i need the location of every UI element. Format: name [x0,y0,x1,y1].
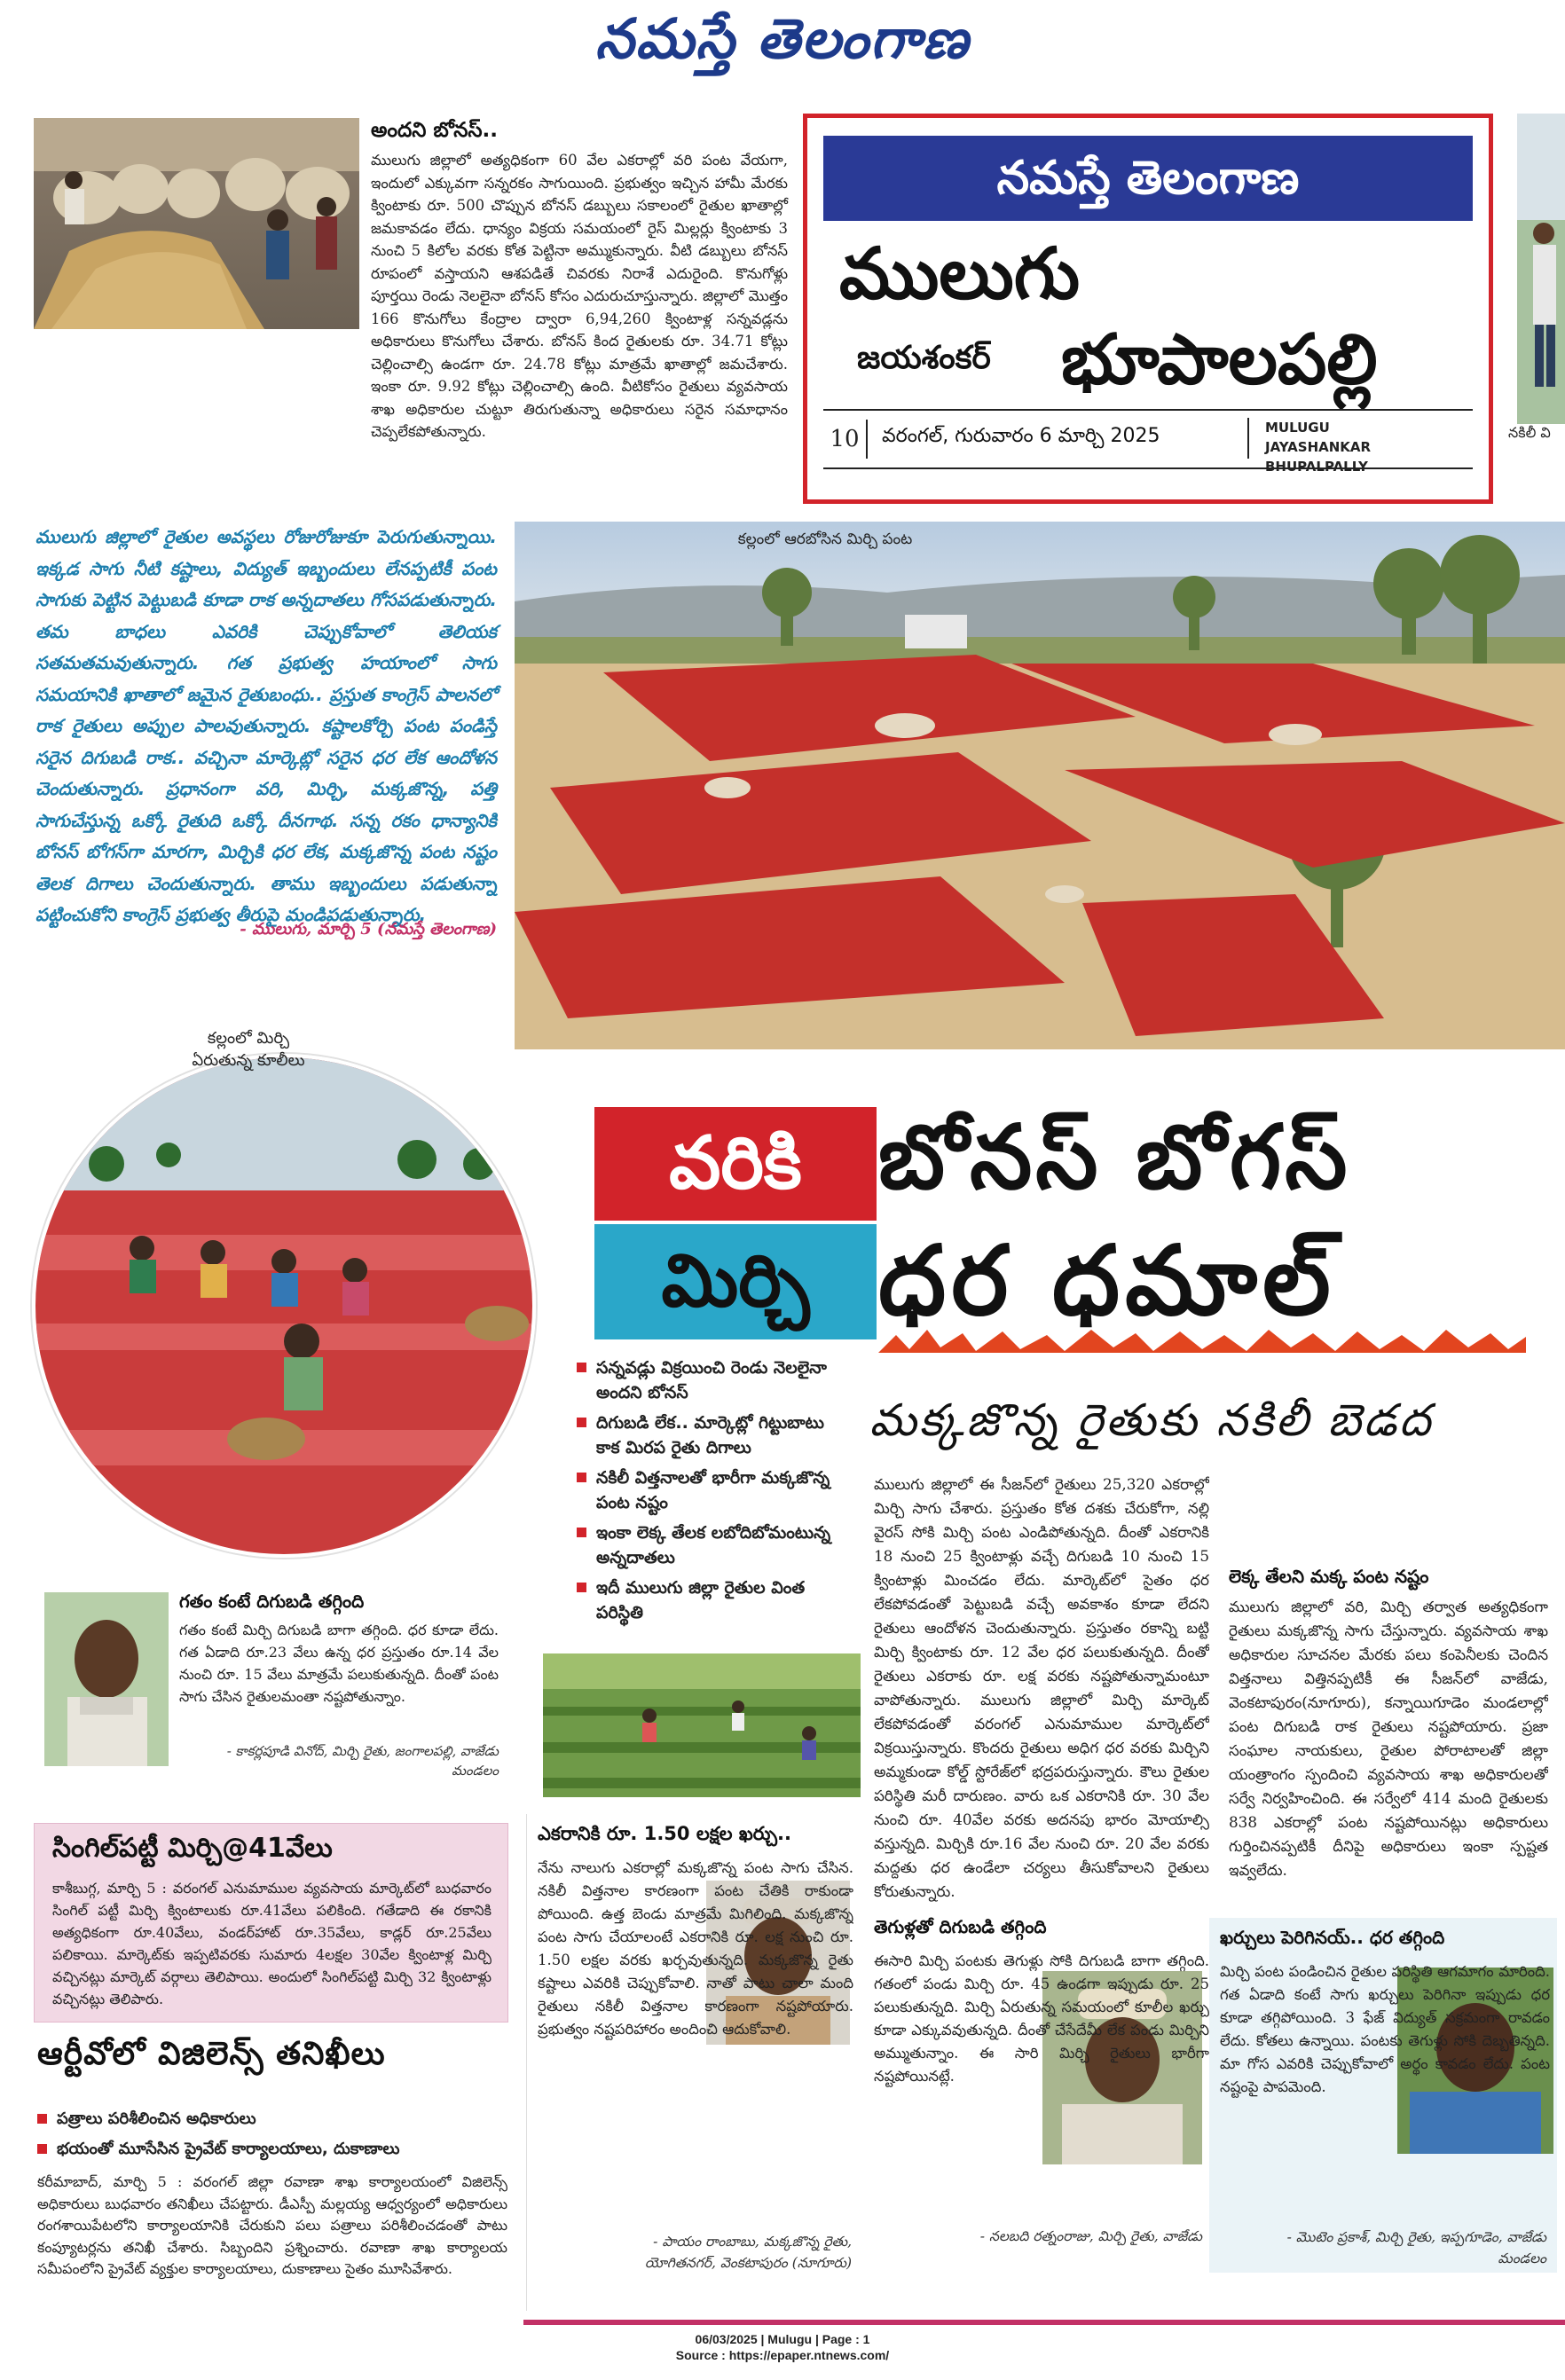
mirchi-body-2: ములుగు జిల్లాలో వరి, మిర్చి తర్వాత అత్యధికంగా రైతులు మక్కజొన్న సాగు చేస్తున్నారు. వ్యవసాయ శాఖ అధికారుల సూచనల మేరకు పలు కంపెనీలకు చెందిన విత్తనాలు విత్తినప్పటికీ ఈ సీజన్‌లో వాజేడు, వెంకటాపురం(నూగూరు), కన్నాయిగూడెం మండలాల్లో పంట దిగుబడి రాక రైతులు నష్టపోయారు. ప్రజా సంఘాల నాయకులు, రైతుల పోరాటాలతో జిల్లా యంత్రాంగం స్పందించి వ్యవసాయ శాఖ అధికారులతో సర్వే నిర్వహించింది. ఈ సర్వేలో 414 మంది రైతులకు 838 ఎకరాల్లో పంట నష్టపోయినట్లు అధికారులు గుర్తించినప్పటికీ దీనిపై అధికారులు ఇంకా స్పష్టత ఇవ్వలేదు. [1229,1598,1548,1879]
highlight-item: ఇంకా లెక్క తేలక లబోదిబోమంటున్న అన్నదాతలు [577,1520,852,1570]
side-caption: నకిలీ వి [1508,424,1551,441]
district-line-1: ములుగు [839,232,1081,315]
single-patti-heading: సింగిల్‌పట్టీ మిర్చి@41వేలు [52,1833,333,1864]
rto-bullet: భయంతో మూసేసిన ప్రైవేట్ కార్యాలయాలు, దుకాణాలు [37,2137,507,2162]
footer-rule [523,2320,1565,2325]
headline-tag-2-text: మిర్చి [661,1239,810,1324]
yield-drop-body: ఈసారి మిర్చి పంటకు తెగుళ్లు సోకి దిగుబడి బాగా తగ్గింది. గతంలో పండు మిర్చి రూ. 45 ఉండగా ఇప్పుడు రూ. 25 పలుకుతున్నది. మిర్చి ఏరుతున్న సమయంలో కూలీల ఖర్చు కూడా ఎక్కువవుతున్నది. దీంతో చేసేదేమీ లేక పండు మిర్చిని అమ్ముతున్నాం. ఈ సారి మిర్చి రైతులు భారీగా నష్టపోయినట్లే. [874,1952,1209,2085]
intro-body: ములుగు జిల్లాలో రైతుల అవస్థలు రోజురోజుకూ పెరుగుతున్నాయి. ఇక్కడ సాగు నీటి కష్టాలు, విద్యుత్ ఇబ్బందులు లేనప్పటికీ పంట సాగుకు పెట్టిన పెట్టుబడి కూడా రాక అన్నదాతలు గోసపడుతున్నారు. తమ బాధలు ఎవరికి చెప్పుకోవాలో తెలియక సతమతమవుతున్నారు. గత ప్రభుత్వ హయాంలో సాగు సమయానికి ఖాతాలో జమైన రైతుబంధు.. ప్రస్తుత కాంగ్రెస్ పాలనలో రాక రైతులు అప్పుల పాలవుతున్నారు. కష్టాలకోర్చి పంట పండిస్తే సరైన దిగుబడి రాక.. వచ్చినా మార్కెట్లో సరైన ధర లేక ఆందోళన చెందుతున్నారు. ప్రధానంగా వరి, మిర్చి, మక్కజొన్న, పత్తి సాగుచేస్తున్న ఒక్కో రైతుది ఒక్కో దీనగాథ. సన్న రకం ధాన్యానికి బోనస్ బోగస్‌గా మారగా, మిర్చికి ధర లేక, మక్కజొన్న పంట నష్టం తెలక దిగాలు చెందుతున్నారు. తాము ఇబ్బందులు పడుతున్నా పట్టించుకోని కాంగ్రెస్ ప్రభుత్వ తీరుపై మండిపడుతున్నారు. [35,526,497,925]
masthead-title: నమస్తే తెలంగాణ [594,6,971,71]
acre-cost-byline: - పాయం రాంబాబు, మక్కజొన్న రైతు, యోగితనగర్, వెంకటాపురం (నూగూరు) [644,2234,852,2271]
footer-line-1: 06/03/2025 | Mulugu | Page : 1 [695,2332,870,2346]
single-patti-box [34,1823,508,2023]
rto-bullet: పత్రాలు పరిశీలించిన అధికారులు [37,2107,507,2132]
vinod-box [35,1582,506,1795]
acre-cost-box [526,1814,860,2311]
vinod-heading: గతం కంటే దిగుబడి తగ్గింది [179,1591,365,1612]
acre-cost-body: నేను నాలుగు ఎకరాల్లో మక్కజొన్న పంట సాగు చేసిన. నకిలీ విత్తనాల కారణంగా పంట చేతికి రాకుండా పోయింది. ఉత్త బెండు మాత్రమే మిగిలింది. మక్కజొన్న పంట సాగు చేయాలంటే ఎకరానికి రూ. లక్ష నుంచి రూ. 1.50 లక్షల వరకు ఖర్చవుతున్నది. మక్కజొన్న రైతు కష్టాలు ఎవరికి చెప్పుకోవాలి. నాతో పాటు చాలా మంది రైతులు నకిలీ విత్తనాల కారణంగా నష్టపోయారు. ప్రభుత్వం నష్టపరిహారం అందించి ఆదుకోవాలి. [538,1859,853,2038]
vinod-photo [44,1592,169,1766]
highlight-item: ఇదీ ములుగు జిల్లా రైతుల వింత పరిస్థితి [577,1575,852,1625]
dateline: వరంగల్, గురువారం 6 మార్చి 2025 [882,425,1160,447]
edition-info-bar [823,409,1473,475]
highlight-item: సన్నవడ్లు విక్రయించి రెండు నెలలైనా అందని బోనస్ [577,1355,852,1405]
footer-line-2: Source : https://epaper.ntnews.com/ [675,2348,890,2362]
district-line-2-main: భూపాలపల్లి [1061,320,1378,400]
paddy-photo [34,118,359,329]
intro-byline: - ములుగు, మార్చి 5 (నమస్తే తెలంగాణ) [240,920,497,939]
chilli-field-photo [515,522,1565,1049]
page-number: 10 [823,420,868,459]
bonus-heading: అందని బోనస్.. [371,119,499,142]
yield-drop-heading: తెగుళ్లతో దిగుబడి తగ్గింది [874,1916,1047,1937]
subhead: మక్కజొన్న రైతుకు నకిలీ బెడద [869,1394,1434,1446]
mirchi-subheading: లెక్క తేలని మక్క పంట నష్టం [1229,1566,1429,1587]
footer [0,2331,1565,2363]
district-line-2-prefix: జయశంకర్ [857,340,991,376]
circle-caption-line2: ఏరుతున్న కూలీలు [192,1051,305,1070]
headline-tag-1-text: వరికి [669,1121,802,1206]
acre-cost-heading: ఎకరానికి రూ. 1.50 లక్షల ఖర్చు.. [538,1823,792,1844]
vinod-body: గతం కంటే మిర్చి దిగుబడి బాగా తగ్గింది. ధర కూడా లేదు. గత ఏడాది రూ.23 వేలు ఉన్న ధర ప్రస్తుతం రూ.14 వేల నుంచి రూ. 15 వేలు మాత్రమే పలుకుతున్నది. దీంతో పంట సాగు చేసిన రైతులమంతా నష్టపోతున్నాం. [179,1622,499,1705]
edition-box [803,114,1493,504]
headline-main-1: బోనస్ బోగస్ [878,1105,1351,1209]
headline-main-2: ధర ధమాల్ [878,1226,1336,1337]
edition-brand: నమస్తే తెలంగాణ [996,152,1300,205]
side-photo [1517,114,1565,424]
yield-drop-box [874,1916,1209,2271]
english-name-1: MULUGU [1265,420,1330,436]
costs-rise-box [1209,1918,1557,2273]
costs-rise-body: మిర్చి పంట పండించిన రైతుల పరిస్థితి ఆగమాగం మారింది. గత ఏడాది కంటే సాగు ఖర్చులు పెరిగినా ఇప్పుడు ధర కూడా తగ్గిపోయింది. 3 ఫేజ్ విద్యుత్ సక్రమంగా రావడం లేదు. కోతలు ఉన్నాయి. పంటకు తెగుళ్లు సోకి దెబ్బతిన్నది. మా గోస ఎవరికి చెప్పుకోవాలో అర్థం కావడం లేదు. పంట నష్టంపై పాపమెంది. [1220,1963,1550,2095]
masthead [0,0,1565,89]
circle-caption [142,1029,355,1073]
rto-body: కరీమాబాద్, మార్చి 5 : వరంగల్ జిల్లా రవాణా శాఖ కార్యాలయంలో విజిలెన్స్ అధికారులు బుధవారం తనిఖీలు చేపట్టారు. డీఎస్పీ మల్లయ్య ఆధ్వర్యంలో అధికారులు రంగశాయిపేటలోని కార్యాలయానికి చేరుకుని పలు పత్రాలు పరిశీలించడంతో పాటు కంప్యూటర్లను తనిఖీ చేశారు. సిబ్బందిని ప్రశ్నించారు. రవాణా శాఖ కార్యాలయ సమీపంలోని ప్రైవేట్ వ్యక్తుల కార్యాలయాలు, దుకాణాలు సైతం మూసివేశారు. [37,2173,507,2277]
english-name-2: JAYASHANKAR BHUPALPALLY [1265,439,1372,475]
chilli-field-caption: కల్లంలో ఆరబోసిన మిర్చి పంట [737,530,913,548]
yield-drop-byline: - నలబది రత్నంరాజు, మిర్చి రైతు, వాజేడు [979,2228,1202,2244]
maize-field-photo [543,1653,861,1797]
highlight-item: దిగుబడి లేక.. మార్కెట్లో గిట్టుబాటు కాక మిరప రైతు దిగాలు [577,1410,852,1460]
highlights-list [577,1355,852,1630]
circle-caption-line1: కల్లంలో మిర్చి [207,1029,290,1048]
highlight-item: నకిలీ విత్తనాలతో భారీగా మక్కజొన్న పంట నష్టం [577,1465,852,1515]
rto-bullets [37,2107,507,2167]
circle-photo [32,1054,536,1558]
headline-fire [878,1326,1526,1353]
vinod-byline: - కాకర్లపూడి వినోద్, మిర్చి రైతు, జంగాలపల్లి, వాజేడు మండలం [226,1743,499,1779]
single-patti-body: కాశీబుగ్గ, మార్చి 5 : వరంగల్ ఎనుమాముల వ్యవసాయ మార్కెట్‌లో బుధవారం సింగిల్ పట్టీ మిర్చి క్వింటాలుకు రూ.41వేలు పలికింది. గతేడాది ఈ రకానికి అత్యధికంగా రూ.40వేలు, వండర్‌హాట్ రూ.35వేలు, కాడ్లర్ రూ.25వేలు పలికాయి. మార్కెట్‌కు ఇప్పటివరకు సుమారు 4లక్షల 30వేల క్వింటాళ్ల మిర్చి వచ్చినట్లు మార్కెట్ వర్గాలు తెలిపాయి. అందులో సింగిల్‌పట్టి మిర్చి 32 క్వింటాళ్లు వచ్చినట్లు తెలిపారు. [52,1880,492,2007]
headline-tag-1 [594,1107,877,1221]
bonus-body: ములుగు జిల్లాలో అత్యధికంగా 60 వేల ఎకరాల్లో వరి పంట వేయగా, ఇందులో ఎక్కువగా సన్నరకం సాగుయింది. ప్రభుత్వం ఇచ్చిన హామీ మేరకు క్వింటాకు రూ. 500 చొప్పున బోనస్ డబ్బులు సకాలంలో రైతుల ఖాతాల్లో జమకావడం లేదు. ధాన్యం విక్రయ సమయంలో రైస్ మిల్లర్లు క్వింటాకు 3 నుంచి 5 కిలోల వరకు కోత పెట్టినా అమ్ముకున్నారు. వీటి డబ్బులు బోనస్ రూపంలో వస్తాయని ఆశపడితే చివరకు నిరాశే ఎదురైంది. కొనుగోళ్లు పూర్తయి రెండు నెలలైనా బోనస్ కోసం ఎదురుచూస్తున్నారు. జిల్లాలో మొత్తం 166 కొనుగోలు కేంద్రాల ద్వారా 6,94,260 క్వింటాళ్ల సన్నవడ్లను అధికారులు కొనుగోలు చేశారు. బోనస్ కింద రైతులకు రూ. 34.71 కోట్లు చెల్లించాల్సి ఉండగా రూ. 24.78 కోట్లు మాత్రమే ఖాతాల్లో జమచేశారు. ఇంకా రూ. 9.92 కోట్లు చెల్లించాల్సి ఉంది. వీటికోసం రైతులు వ్యవసాయ శాఖ అధికారుల చుట్టూ తిరుగుతున్నా అధికారులు సరైన సమాధానం చెప్పలేకపోతున్నారు. [371,152,788,440]
costs-rise-heading: ఖర్చులు పెరిగినయ్.. ధర తగ్గింది [1220,1927,1445,1948]
edition-brand-banner [823,136,1473,221]
headline-tag-2 [594,1224,877,1339]
rto-heading: ఆర్టీవోలో విజిలెన్స్ తనిఖీలు [37,2036,386,2072]
mirchi-body-1: ములుగు జిల్లాలో ఈ సీజన్‌లో రైతులు 25,320 ఎకరాల్లో మిర్చి సాగు చేశారు. ప్రస్తుతం కోత దశకు చేరుకోగా, నల్లి వైరస్ సోకి మిర్చి పంట ఎండిపోతున్నది. దీంతో ఎకరానికి 18 నుంచి 25 క్వింటాళ్లు వచ్చే దిగుబడి 10 నుంచి 15 క్వింటాళ్లు మించడం లేదు. మార్కెట్‌లో సైతం ధర లేకపోవడంతో పెట్టుబడి వచ్చే అవకాశం కూడా లేదని రైతులు ఆందోళన చెందుతున్నారు. ప్రస్తుతం రకాన్ని బట్టి మిర్చి క్వింటాకు రూ. 12 వేల ధర పలుకుతున్నది. దీంతో రైతులు ఎకరాకు రూ. లక్ష వరకు నష్టపోతున్నామంటూ వాపోతున్నారు. ములుగు జిల్లాలో మిర్చి మార్కెట్ లేకపోవడంతో వరంగల్ ఎనుమాముల మార్కెట్‌లో విక్రయిస్తున్నారు. కొందరు రైతులు అధిగ ధర వరకు మిర్చిని అమ్మకుండా కోల్డ్ స్టోరేజ్‌లో భద్రపరుస్తున్నారు. కౌలు రైతుల పరిస్థితి మరీ దారుణం. వారు ఒక ఎకరానికి రూ. 30 వేల నుంచి రూ. 40వేల వరకు అదనపు భారం మోయాల్సి వస్తున్నది. మిర్చికి రూ.16 వేల నుంచి రూ. 20 వేల వరకు మద్దతు ధర ఉండేలా చర్యలు తీసుకోవాలని రైతులు కోరుతున్నారు. [874,1475,1209,1900]
costs-rise-byline: - మొటెం ప్రకాశ్, మిర్చి రైతు, ఇప్పగూడెం, వాజేడు మండలం [1286,2229,1546,2266]
